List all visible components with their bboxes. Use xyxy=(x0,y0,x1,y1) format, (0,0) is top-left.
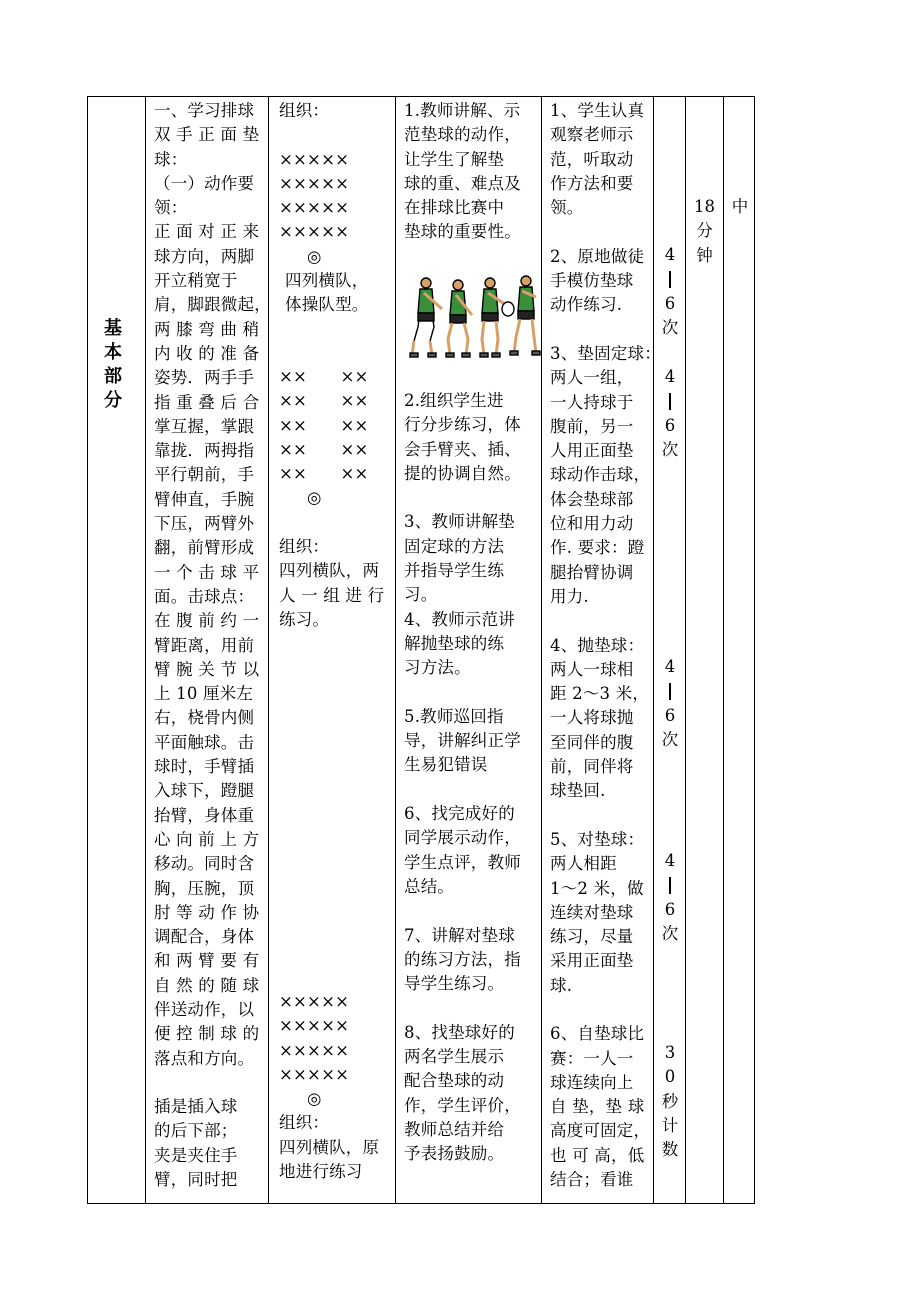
text-line: 固定球的方法 xyxy=(404,536,505,556)
text-line: 导，讲解纠正学 xyxy=(404,731,521,751)
text-line: 5.教师巡回指 xyxy=(404,706,504,726)
text-line: 导学生练习。 xyxy=(404,974,505,994)
text-line: 练习，尽量 xyxy=(550,927,634,947)
text-line: 3、垫固定球： xyxy=(550,343,661,363)
text-line: （一）动作要 xyxy=(154,173,255,193)
text-line: 垫球的重要性。 xyxy=(404,222,521,242)
text-line: 人用正面垫 xyxy=(550,441,634,461)
reps-char: 6 xyxy=(664,899,676,919)
text-line: 连续对垫球 xyxy=(550,902,634,922)
text-line: 球连续向上 xyxy=(550,1072,634,1092)
text-line: 领： xyxy=(154,198,188,218)
text-line: 习。 xyxy=(404,585,438,605)
organization-block-2 xyxy=(279,365,391,632)
text-line: 位和用力动 xyxy=(550,514,634,534)
text-line: 距 2～3 米， xyxy=(550,684,650,704)
text-line: 下压，两臂外 xyxy=(154,514,255,534)
text-line: 7、讲解对垫球 xyxy=(404,925,515,945)
text-line: 总结。 xyxy=(404,876,455,896)
text-line: ××××× xyxy=(279,992,350,1011)
text-line xyxy=(550,318,661,342)
text-line: ××××× xyxy=(279,173,350,193)
text-line: 两 膝 弯 曲 稍 xyxy=(154,319,260,339)
text-line: 同学展示动作， xyxy=(404,828,521,848)
text-line: 作方法和要 xyxy=(550,173,634,193)
text-line: 高度可固定， xyxy=(550,1121,651,1141)
text-line: 靠拢．两拇指 xyxy=(154,441,255,461)
text-line: 采用正面垫 xyxy=(550,951,634,971)
text-line: 5、对垫球： xyxy=(550,829,645,849)
player-figure xyxy=(410,278,442,357)
ball-icon xyxy=(502,302,514,316)
student-activities-text xyxy=(550,99,661,1192)
teacher-activities-column xyxy=(395,97,541,1203)
text-line: 体操队型。 xyxy=(285,295,369,315)
reps-char: 3 xyxy=(664,1043,676,1062)
text-line: ××××× xyxy=(279,1040,350,1060)
text-line: 在 腹 前 约 一 xyxy=(154,611,260,631)
text-line: 臂 腕 关 节 以 xyxy=(154,659,260,679)
text-line: 范垫球的动作， xyxy=(404,125,521,145)
organization-block-3 xyxy=(279,990,391,1184)
text-line: 会手臂夹、插、 xyxy=(404,439,521,459)
intensity-column xyxy=(723,97,756,1203)
text-line: 作，学生评价， xyxy=(404,1095,521,1115)
text-line: 两人一组， xyxy=(550,368,634,388)
text-line xyxy=(404,899,521,923)
text-line: 肘 等 动 作 协 xyxy=(154,902,260,922)
time-char: 18 xyxy=(694,197,715,216)
text-line: 作. 要求：蹬 xyxy=(550,538,645,558)
text-line: 予表扬鼓励。 xyxy=(404,1144,505,1164)
text-line: 学生点评，教师 xyxy=(404,852,521,872)
text-line: 范，听取动 xyxy=(550,149,634,169)
text-line: 6、自垫球比 xyxy=(550,1024,645,1044)
text-line: 四列横队，两 xyxy=(279,561,380,581)
text-line: 一 个 击 球 平 xyxy=(154,562,260,582)
text-line: 臂，同时把 xyxy=(154,1170,238,1190)
text-line: 调配合，身体 xyxy=(154,927,255,947)
reps-group-3 xyxy=(654,655,686,752)
reps-char: 数 xyxy=(661,1140,679,1160)
teacher-block-2 xyxy=(404,389,521,1167)
text-line: 习方法。 xyxy=(404,658,471,678)
text-line: 手模仿垫球 xyxy=(550,271,634,291)
text-line: ××××× xyxy=(279,149,350,169)
text-line: 插是插入球 xyxy=(154,1097,238,1117)
text-line: 组织： xyxy=(279,537,330,557)
intensity-value: 中 xyxy=(731,197,749,216)
text-line: 赛：一人一 xyxy=(550,1048,634,1068)
text-line: 入球下，蹬腿 xyxy=(154,781,255,801)
text-line: 一、学习排球 xyxy=(154,101,255,120)
reps-char: 次 xyxy=(661,439,679,459)
text-line: 自 垫，垫 球 xyxy=(550,1097,645,1117)
text-line xyxy=(404,681,521,705)
text-line: 臂距离，用前 xyxy=(154,635,255,655)
student-activities-column xyxy=(541,97,661,1203)
text-line: 前，同伴将 xyxy=(550,757,634,777)
text-line: 球垫回. xyxy=(550,781,606,801)
section-column xyxy=(88,97,145,1203)
reps-char: 6 xyxy=(664,415,676,435)
reps-group-2 xyxy=(654,365,686,462)
text-line: 平行朝前，手 xyxy=(154,465,255,485)
text-line: 行分步练习，体 xyxy=(404,415,521,435)
text-line: 8、找垫球好的 xyxy=(404,1022,515,1042)
reps-char: 次 xyxy=(661,923,679,943)
text-line: 观察老师示 xyxy=(550,125,634,145)
text-line: 抬臂，身体重 xyxy=(154,805,255,825)
text-line: 并指导学生练 xyxy=(404,561,505,581)
text-line: 至同伴的腹 xyxy=(550,732,634,752)
text-line: ◎ xyxy=(307,488,322,508)
text-line: 的练习方法，指 xyxy=(404,949,521,969)
text-line xyxy=(279,511,391,535)
text-line: ××××× xyxy=(279,1064,350,1084)
text-line xyxy=(550,804,661,828)
reps-group-1 xyxy=(654,243,686,340)
organization-block-1 xyxy=(279,99,391,318)
text-line: 也 可 高，低 xyxy=(550,1145,645,1165)
text-line: 1.教师讲解、示 xyxy=(404,101,521,120)
range-bar-icon xyxy=(654,679,686,703)
reps-column xyxy=(653,97,685,1203)
text-line: 平面触球。击 xyxy=(154,732,255,752)
text-line: 生易犯错误 xyxy=(404,755,488,775)
text-line: 腿抬臂协调 xyxy=(550,562,634,582)
text-line: 和 两 臂 要 有 xyxy=(154,951,260,971)
time-value xyxy=(686,195,723,268)
text-line: 四列横队， xyxy=(285,271,369,291)
text-line: 指 重 叠 后 合 xyxy=(154,392,260,412)
section-label: 基 本 部 分 xyxy=(104,318,122,411)
text-line: 球的重、难点及 xyxy=(404,173,521,193)
text-line: 4、教师示范讲 xyxy=(404,609,515,629)
text-line: 落点和方向。 xyxy=(154,1048,255,1068)
text-line: 肩，脚跟微起， xyxy=(154,295,271,315)
text-line xyxy=(404,778,521,802)
player-figure xyxy=(480,278,506,357)
text-line: 伴送动作，以 xyxy=(154,999,255,1019)
text-line: 让学生了解垫 xyxy=(404,149,505,169)
text-line: 上 10 厘米左 xyxy=(154,684,254,704)
text-line: 地进行练习 xyxy=(279,1162,363,1182)
text-line xyxy=(404,996,521,1020)
text-line: 双 手 正 面 垫 xyxy=(154,125,260,145)
text-line: 组织： xyxy=(279,101,330,120)
text-line: 练习。 xyxy=(279,609,330,629)
text-line: 3、教师讲解垫 xyxy=(404,512,515,532)
text-line: ×× ×× xyxy=(279,367,369,386)
text-line: 翻，前臂形成 xyxy=(154,538,255,558)
text-line xyxy=(154,1071,271,1095)
text-line: ◎ xyxy=(307,1089,322,1109)
text-line: 胸，压腕，顶 xyxy=(154,878,255,898)
reps-char: 次 xyxy=(661,317,679,337)
text-line: 教师总结并给 xyxy=(404,1119,505,1139)
text-line: ×× ×× xyxy=(279,439,369,459)
text-line: 正 面 对 正 来 xyxy=(154,222,260,242)
reps-char: 4 xyxy=(664,367,676,386)
reps-char: 4 xyxy=(664,245,676,264)
text-line: 6、找完成好的 xyxy=(404,804,515,824)
reps-group-5 xyxy=(654,1041,686,1162)
text-line: 结合；看谁 xyxy=(550,1170,634,1190)
text-line: 配合垫球的动 xyxy=(404,1071,505,1091)
text-line: ×× ×× xyxy=(279,415,369,435)
lesson-table xyxy=(87,96,755,1204)
text-line: ×× ×× xyxy=(279,464,369,484)
reps-char: 秒 xyxy=(661,1091,679,1111)
reps-char: 0 xyxy=(664,1067,676,1087)
organization-column xyxy=(268,97,395,1203)
text-line: 动作练习. xyxy=(550,295,623,315)
text-line: 4、抛垫球： xyxy=(550,635,645,655)
text-line xyxy=(550,609,661,633)
text-line: 2.组织学生进 xyxy=(404,391,504,410)
text-line: 球. xyxy=(550,975,573,995)
text-line xyxy=(404,486,521,510)
text-line: 姿势．两手手 xyxy=(154,368,255,388)
text-line: 球： xyxy=(154,149,188,169)
text-line: ××××× xyxy=(279,198,350,218)
player-figure xyxy=(510,276,540,355)
text-line: 两人相距 xyxy=(550,854,617,874)
text-line: 内 收 的 准 备 xyxy=(154,343,260,363)
text-line: ◎ xyxy=(307,246,322,266)
text-line: 领。 xyxy=(550,198,584,218)
reps-char: 次 xyxy=(661,729,679,749)
player-figure xyxy=(446,280,472,357)
time-column xyxy=(685,97,723,1203)
text-line: ×× ×× xyxy=(279,391,369,411)
text-line: 在排球比赛中 xyxy=(404,198,505,218)
text-line: 夹是夹住手 xyxy=(154,1145,238,1165)
text-line xyxy=(279,123,391,147)
volleyball-players-figure xyxy=(408,275,542,361)
reps-char: 4 xyxy=(664,851,676,870)
text-line: 移动。同时含 xyxy=(154,854,255,874)
range-bar-icon xyxy=(654,873,686,897)
text-line: 自 然 的 随 球 xyxy=(154,975,260,995)
text-line: 四列横队，原 xyxy=(279,1137,380,1157)
text-line: 体会垫球部 xyxy=(550,489,634,509)
reps-char: 6 xyxy=(664,705,676,725)
reps-char: 4 xyxy=(664,657,676,676)
text-line: 腹前，另一 xyxy=(550,416,634,436)
text-line: 心 向 前 上 方 xyxy=(154,829,260,849)
time-char: 钟 xyxy=(696,245,713,265)
text-line: 一人持球于 xyxy=(550,392,634,412)
reps-char: 计 xyxy=(661,1115,679,1135)
text-line: 人 一 组 进 行 xyxy=(279,585,385,605)
text-line: 掌互握，掌跟 xyxy=(154,416,255,436)
text-line: 用力. xyxy=(550,586,589,606)
text-line: 解抛垫球的练 xyxy=(404,633,505,653)
text-line: 1～2 米，做 xyxy=(550,878,644,898)
time-char: 分 xyxy=(696,221,713,241)
text-line: 组织： xyxy=(279,1113,330,1133)
text-line: 臂伸直，手腕 xyxy=(154,489,255,509)
text-line: 两名学生展示 xyxy=(404,1047,505,1067)
text-line xyxy=(550,998,661,1022)
text-line: 球时，手臂插 xyxy=(154,757,255,777)
text-line: ××××× xyxy=(279,1016,350,1036)
text-line xyxy=(550,220,661,244)
range-bar-icon xyxy=(654,267,686,291)
text-line: 便 控 制 球 的 xyxy=(154,1024,260,1044)
text-line: 面。击球点： xyxy=(154,586,255,606)
text-line: 球动作击球， xyxy=(550,465,651,485)
text-line: 开立稍宽于 xyxy=(154,271,238,291)
text-line: 2、原地做徒 xyxy=(550,246,645,266)
teaching-content-text xyxy=(154,99,271,1192)
text-line: 1、学生认真 xyxy=(550,101,645,120)
text-line: 一人将球抛 xyxy=(550,708,634,728)
reps-group-4 xyxy=(654,849,686,946)
text-line: ××××× xyxy=(279,222,350,242)
teacher-block-1 xyxy=(404,99,521,245)
teaching-content-column xyxy=(145,97,271,1203)
range-bar-icon xyxy=(654,389,686,413)
text-line: 的后下部； xyxy=(154,1121,238,1141)
text-line: 球方向，两脚 xyxy=(154,246,255,266)
reps-char: 6 xyxy=(664,293,676,313)
text-line: 两人一球相 xyxy=(550,659,634,679)
text-line: 右，桡骨内侧 xyxy=(154,708,255,728)
text-line: 提的协调自然。 xyxy=(404,463,521,483)
